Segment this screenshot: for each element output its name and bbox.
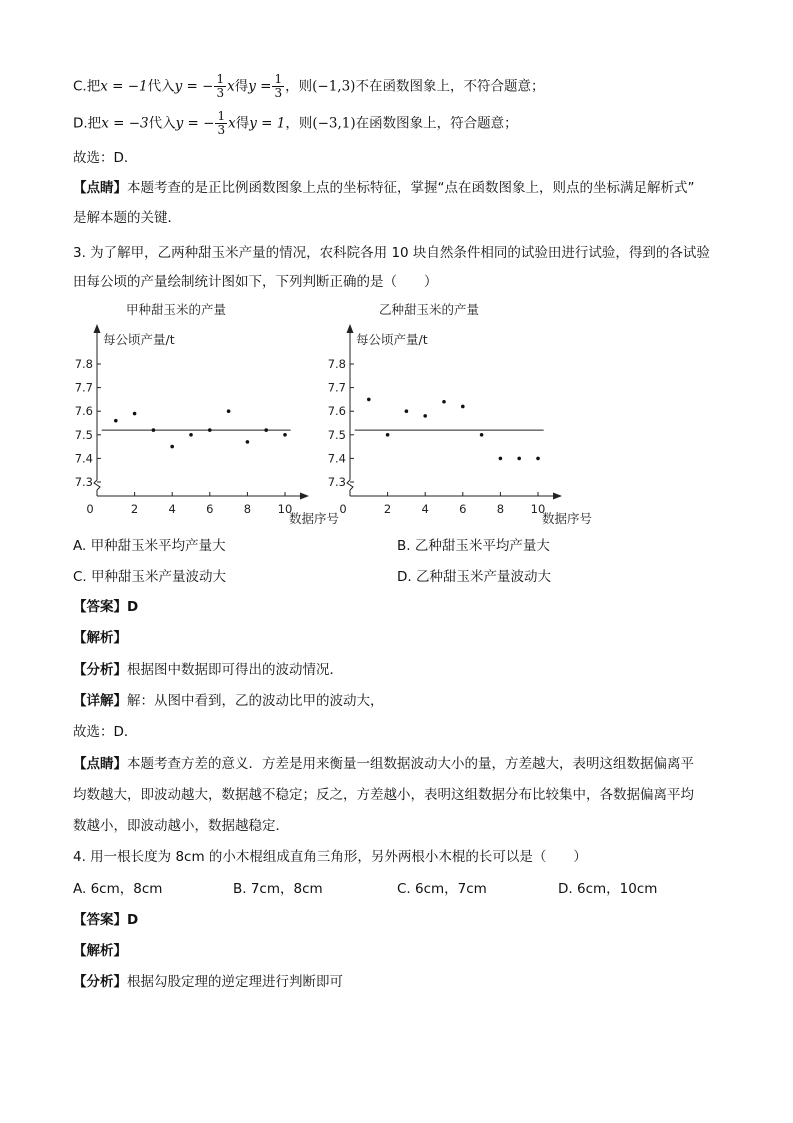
x-axis-label: 数据序号	[289, 511, 340, 526]
text: 代入	[148, 115, 176, 132]
x-tick-label: 2	[383, 502, 392, 516]
y-tick-label: 7.4	[327, 451, 346, 466]
text: 解：从图中看到，乙的波动比甲的波动大，	[127, 693, 384, 709]
question-4-line: 4. 用一根长度为 8cm 的小木棍组成直角三角形，另外两根小木棍的长可以是（ ）	[73, 849, 587, 865]
data-point	[227, 409, 231, 413]
y-tick-label: 7.8	[74, 357, 93, 371]
text: 本题考查方差的意义．方差是用来衡量一组数据波动大小的量，方差越大，表明这组数据偏离平	[127, 756, 694, 772]
comment-line: 均数越大，即波动越大，数据越不稳定；反之，方差越小，表明这组数据分布比较集中，各数据偏离平均	[73, 787, 694, 803]
y-axis-arrow	[347, 324, 354, 333]
data-point	[189, 433, 193, 437]
choose-line: 故选：D．	[73, 724, 138, 740]
x-axis-arrow	[300, 493, 309, 500]
x-tick-label: 0	[86, 502, 94, 516]
tag: 【点睛】	[73, 180, 127, 196]
y-tick-label: 7.3	[327, 475, 346, 489]
x-axis-label: 数据序号	[542, 511, 593, 526]
text: C.把	[73, 78, 101, 95]
option-a: A. 6cm，8cm	[73, 881, 163, 897]
tag: 【分析】	[73, 662, 127, 678]
x-tick-label: 10	[530, 502, 546, 516]
option-c: C. 甲种甜玉米产量波动大	[73, 569, 227, 585]
x-tick-label: 10	[277, 502, 293, 516]
solution-line-d	[73, 110, 518, 137]
y-tick-label: 7.3	[74, 475, 93, 489]
fraction-numerator: 1	[216, 72, 225, 86]
math-condition: x = −1	[100, 78, 148, 95]
solution-line-c	[73, 73, 544, 100]
option-d: D. 乙种甜玉米产量波动大	[397, 569, 551, 585]
choose-line: 故选：D．	[73, 150, 138, 166]
data-point	[386, 433, 390, 437]
math-result: y = 1	[249, 115, 286, 132]
option-c: C. 6cm，7cm	[397, 881, 487, 897]
analysis-heading: 【解析】	[73, 630, 127, 646]
y-axis-arrow	[94, 324, 101, 333]
x-tick-label: 4	[168, 502, 176, 516]
text: ，则	[285, 115, 313, 132]
y-tick-label: 7.7	[74, 380, 93, 395]
y-tick-label: 7.7	[327, 380, 346, 395]
comment-line	[73, 754, 694, 774]
text: 不在函数图象上，不符合题意；	[355, 78, 545, 95]
chart-title: 乙种甜玉米的产量	[378, 302, 479, 317]
answer-line: 【答案】D	[73, 912, 139, 928]
data-point	[170, 445, 174, 449]
fraction	[214, 73, 226, 100]
fraction-numerator: 1	[217, 109, 226, 123]
text: 在函数图象上，符合题意；	[355, 115, 518, 132]
option-b: B. 7cm，8cm	[233, 881, 323, 897]
x-tick-label: 8	[496, 502, 505, 516]
x-axis-arrow	[553, 493, 562, 500]
fraction-denominator: 3	[274, 86, 283, 100]
math-result: y =	[248, 78, 272, 95]
data-point	[499, 457, 503, 461]
analysis-heading: 【解析】	[73, 943, 127, 959]
data-point	[133, 412, 137, 416]
data-point	[264, 428, 268, 432]
comment-line	[73, 178, 695, 198]
chart-yi	[327, 296, 633, 532]
text: D.把	[73, 115, 102, 132]
y-tick-label: 7.6	[74, 404, 93, 419]
x-tick-label: 8	[243, 502, 252, 516]
analysis-line	[73, 972, 343, 992]
answer-line: 【答案】D	[73, 599, 139, 615]
math-point: (−3,1)	[312, 115, 356, 132]
tag: 【分析】	[73, 974, 127, 990]
data-point	[114, 419, 118, 423]
data-point	[423, 414, 427, 418]
y-tick-label: 7.5	[327, 427, 346, 442]
data-point	[246, 440, 250, 444]
comment-line: 是解本题的关键．	[73, 210, 181, 226]
text: 根据图中数据即可得出的波动情况．	[127, 662, 343, 678]
detail-line	[73, 691, 384, 711]
option-a: A. 甲种甜玉米平均产量大	[73, 538, 226, 554]
option-b: B. 乙种甜玉米平均产量大	[397, 538, 550, 554]
text: 根据勾股定理的逆定理进行判断即可	[127, 974, 343, 990]
data-point	[442, 400, 446, 404]
data-point	[517, 457, 521, 461]
x-tick-label: 0	[339, 502, 347, 516]
x-tick-label: 6	[459, 502, 467, 516]
option-d: D. 6cm，10cm	[558, 881, 658, 897]
tag: 【点睛】	[73, 756, 127, 772]
data-point	[283, 433, 287, 437]
chart-jia	[74, 296, 340, 532]
fraction-numerator: 1	[274, 72, 283, 86]
text: 得	[235, 115, 250, 132]
math-expression: y = −	[175, 115, 215, 132]
question-3-line: 3. 为了解甲，乙两种甜玉米产量的情况，农科院各用 10 块自然条件相同的试验田进行试验，得到的各试验	[73, 245, 710, 261]
math-condition: x = −3	[101, 115, 149, 132]
data-point	[152, 428, 156, 432]
math-point: (−1,3)	[312, 78, 356, 95]
fraction	[215, 110, 227, 137]
x-tick-label: 4	[421, 502, 429, 516]
fraction	[272, 73, 284, 100]
x-tick-label: 6	[206, 502, 214, 516]
data-point	[405, 409, 409, 413]
comment-line: 数越小，即波动越小，数据越稳定．	[73, 818, 289, 834]
data-point	[480, 433, 484, 437]
y-axis-label: 每公顷产量/t	[103, 332, 175, 347]
tag: 【详解】	[73, 693, 127, 709]
data-point	[208, 428, 212, 432]
text: 代入	[147, 78, 175, 95]
data-point	[367, 398, 371, 402]
fraction-denominator: 3	[217, 123, 226, 137]
math-variable: x	[227, 78, 235, 95]
y-tick-label: 7.5	[74, 427, 93, 442]
text: ，则	[285, 78, 313, 95]
y-tick-label: 7.8	[327, 357, 346, 371]
text: 得	[234, 78, 249, 95]
question-3-line: 田每公顷的产量绘制统计图如下，下列判断正确的是（ ）	[73, 274, 438, 290]
analysis-line	[73, 660, 343, 680]
y-tick-label: 7.6	[327, 404, 346, 419]
data-point	[461, 405, 465, 409]
y-axis-label: 每公顷产量/t	[356, 332, 428, 347]
data-point	[536, 457, 540, 461]
fraction-denominator: 3	[216, 86, 225, 100]
text: 本题考查的是正比例函数图象上点的坐标特征，掌握“点在函数图象上，则点的坐标满足解析式”	[127, 180, 695, 196]
y-tick-label: 7.4	[74, 451, 93, 466]
math-expression: y = −	[174, 78, 214, 95]
x-tick-label: 2	[130, 502, 139, 516]
math-variable: x	[228, 115, 236, 132]
chart-title: 甲种甜玉米的产量	[125, 302, 226, 317]
